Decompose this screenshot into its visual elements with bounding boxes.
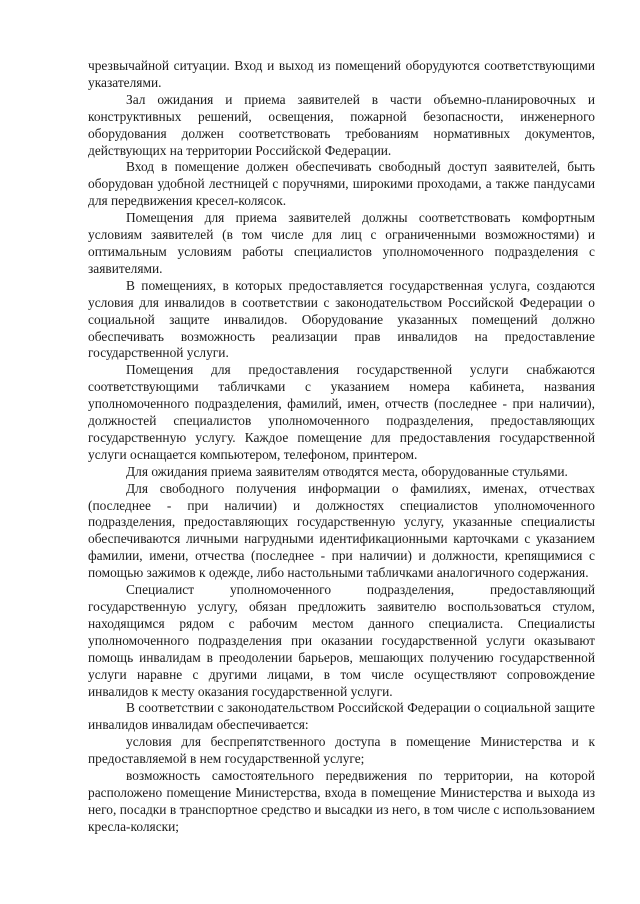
document-page: [88, 58, 595, 836]
paragraph-specialist-assistance: Специалист уполномоченного подразделения, предоставляющий государственную услугу, обязан предложить заявителю воспользоваться стулом, находящимся рядом с рабочим местом данного специалиста. Специалисты уполномоченного подразделения при оказании государственной услуги оказывают помощь инвалидам в преодолении барьеров, мешающих получению государственной услуги наравне с другими лицами, в том числе осуществляют сопровождение инвалидов к месту оказания государственной услуги.: [88, 582, 595, 699]
paragraph-staff-id-cards: Для свободного получения информации о фамилиях, именах, отчествах (последнее - при наличии) и должностях специалистов уполномоченного подразделения, предоставляющих государственную услугу, указанные специалисты обеспечиваются личными нагрудными идентификационными карточками с указанием фамилии, имени, отчества (последнее - при наличии) и должности, крепящимися с помощью зажимов к одежде, либо настольными табличками аналогичного содержания.: [88, 480, 595, 581]
paragraph-waiting-seats: Для ожидания приема заявителям отводятся места, оборудованные стульями.: [126, 463, 568, 479]
paragraph-room-signage: Помещения для предоставления государственной услуги снабжаются соответствующими табличками с указанием номера кабинета, названия уполномоченного подразделения, фамилий, имен, отчеств (последнее - при наличии), должностей специалистов уполномоченного подразделения, предоставляющих государственную услугу. Каждое помещение для предоставления государственной услуги оснащается компьютером, телефоном, принтером.: [88, 362, 595, 462]
paragraph-reception-rooms: Помещения для приема заявителей должны соответствовать комфортным условиям заявителей (в том числе для лиц с ограниченными возможностями) и оптимальным условиям работы специалистов уполномоченного подразделения с заявителями.: [88, 210, 595, 276]
paragraph-unobstructed-access: условия для беспрепятственного доступа в помещение Министерства и к предоставляемой в нем государственной услуге;: [88, 734, 595, 767]
paragraph-emergency-exit-signs: чрезвычайной ситуации. Вход и выход из помещений оборудуются соответствующими указателями.: [88, 58, 595, 90]
paragraph-disability-law: В соответствии с законодательством Российской Федерации о социальной защите инвалидов инвалидам обеспечивается:: [88, 700, 595, 733]
paragraph-independent-movement: возможность самостоятельного передвижения по территории, на которой расположено помещение Министерства, входа в помещение Министерства и выхода из него, посадки в транспортное средство и высадки из него, в том числе с использованием кресла-коляски;: [88, 768, 595, 834]
paragraph-disability-conditions: В помещениях, в которых предоставляется государственная услуга, создаются условия для инвалидов в соответствии с законодательством Российской Федерации о социальной защите инвалидов. Оборудование указанных помещений должно обеспечивать возможность реализации прав инвалидов на предоставление государственной услуги.: [88, 277, 595, 361]
paragraph-waiting-hall-requirements: Зал ожидания и приема заявителей в части объемно-планировочных и конструктивных решений, освещения, пожарной безопасности, инженерного оборудования должен соответствовать требованиям нормативных документов, действующих на территории Российской Федерации.: [88, 91, 595, 158]
paragraph-entrance-access: Вход в помещение должен обеспечивать свободный доступ заявителей, быть оборудован удобной лестницей с поручнями, широкими проходами, а также пандусами для передвижения кресел-колясок.: [88, 159, 595, 209]
